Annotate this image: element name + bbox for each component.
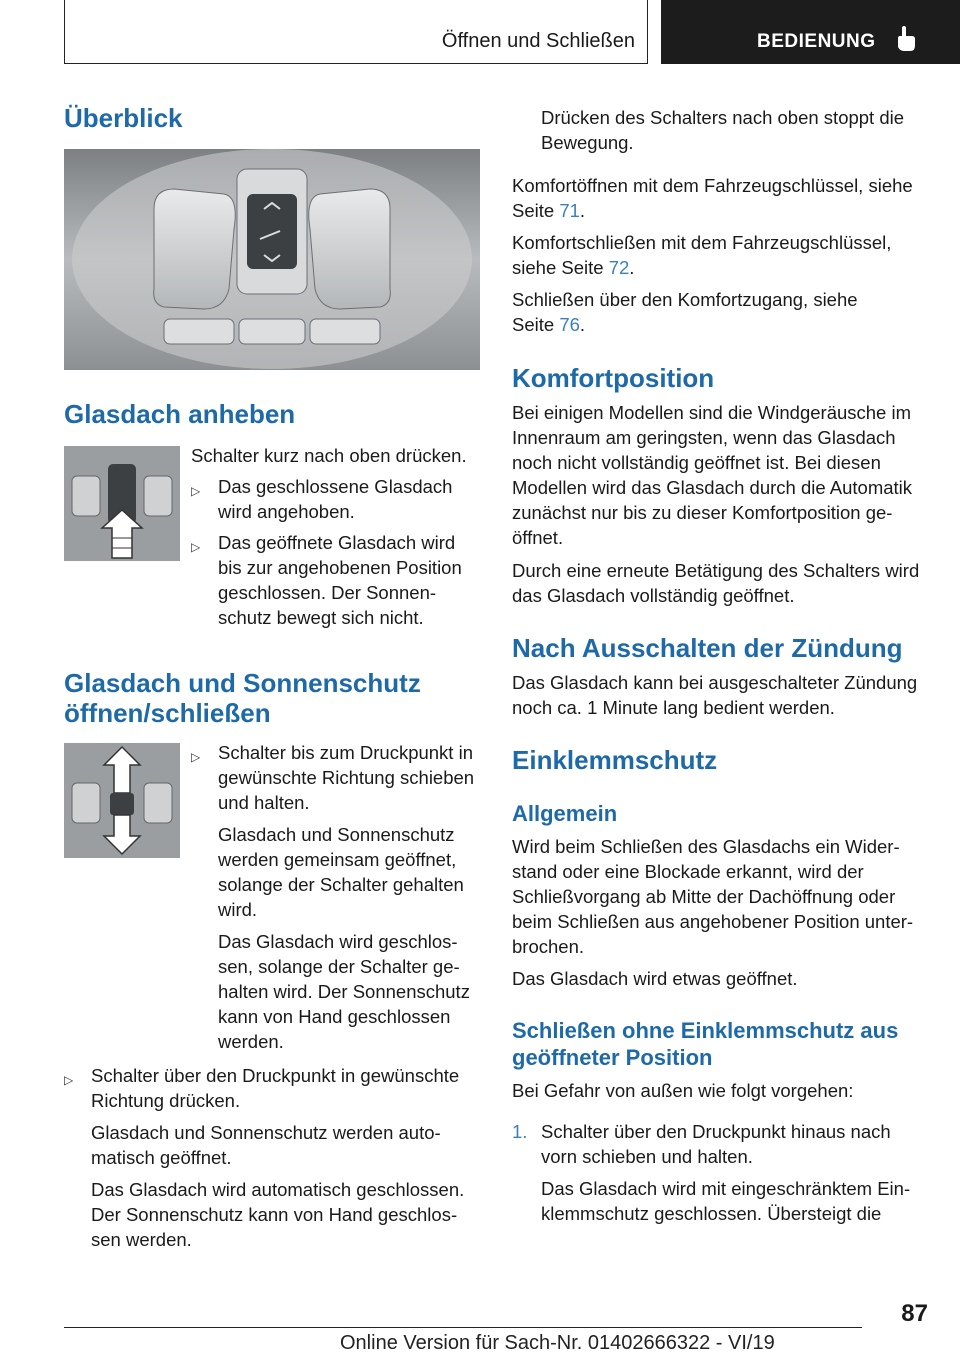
- comfort-close-text: Komfortschließen mit dem Fahrzeugschlüssel, siehe Seite 72.: [512, 232, 892, 278]
- list-item-text: Das Glasdach wird automatisch geschlossen. Der Sonnenschutz kann von Hand geschlos-sen werden.: [91, 1179, 465, 1250]
- list-item-text: Das Glasdach wird mit eingeschränktem Ein-klemmschutz geschlossen. Übersteigt die: [541, 1178, 911, 1224]
- lift-heading: Glasdach anheben: [64, 399, 296, 429]
- list-item-text: Das geöffnete Glasdach wird bis zur angehobenen Position geschlossen. Der Sonnen-schutz bewegt sich nicht.: [218, 532, 462, 628]
- step-number: 1.: [512, 1121, 528, 1142]
- no-pinch-heading: Schließen ohne Einklemmschutz aus geöffneter Position: [512, 1018, 899, 1070]
- page-number: 87: [901, 1300, 928, 1327]
- list-item-text: Glasdach und Sonnenschutz werden auto-matisch geöffnet.: [91, 1122, 441, 1168]
- no-pinch-intro: Bei Gefahr von außen wie folgt vorgehen:: [512, 1080, 854, 1101]
- comfort-position-text-2: Durch eine erneute Betätigung des Schalters wird das Glasdach vollständig geöffnet.: [512, 560, 920, 606]
- list-item: [64, 1063, 482, 1252]
- stop-movement-text: Drücken des Schalters nach oben stoppt die Bewegung.: [541, 107, 905, 153]
- comfort-open-text: Komfortöffnen mit dem Fahrzeugschlüssel, siehe Seite 71.: [512, 175, 913, 221]
- overview-switch-image: [64, 149, 480, 370]
- comfort-position-text: Bei einigen Modellen sind die Windgeräusche im Innenraum am geringsten, wenn das Glasdach noch nicht vollständig geöffnet ist. Bei diesen Modellen wird das Glasdach durch die Automatik zunächst nur bis zu dieser Komfortposition ge-öffnet.: [512, 402, 913, 548]
- section-title: BEDIENUNG: [757, 31, 876, 52]
- list-item-text: Das Glasdach wird geschlos-sen, solange der Schalter ge-halten wird. Der Sonnenschutz kann von Hand geschlossen werden.: [218, 931, 470, 1052]
- ignition-heading: Nach Ausschalten der Zündung: [512, 633, 903, 663]
- page-link[interactable]: 71: [559, 200, 580, 221]
- online-version-text: Online Version für Sach-Nr. 01402666322 - VI/19: [340, 1332, 775, 1354]
- hand-pointer-icon: [895, 26, 917, 52]
- general-heading: Allgemein: [512, 801, 618, 826]
- ignition-text: Das Glasdach kann bei ausgeschalteter Zündung noch ca. 1 Minute lang bedient werden.: [512, 672, 918, 718]
- triangle-bullet-icon: ▷: [191, 540, 201, 554]
- list-item-text: Das geschlossene Glasdach wird angehoben.: [218, 476, 453, 522]
- triangle-bullet-icon: ▷: [191, 484, 201, 498]
- list-item-text: Schalter bis zum Druckpunkt in gewünschte Richtung schieben und halten.: [218, 742, 475, 813]
- page-link[interactable]: 76: [559, 314, 580, 335]
- list-item-text: Glasdach und Sonnenschutz werden gemeinsam geöffnet, solange der Schalter gehalten wird.: [218, 824, 464, 920]
- list-item-text: Schalter über den Druckpunkt in gewünschte Richtung drücken.: [91, 1065, 460, 1111]
- pinch-protection-heading: Einklemmschutz: [512, 745, 718, 775]
- open-close-heading: Glasdach und Sonnenschutz öffnen/schließen: [64, 668, 421, 728]
- lift-switch-image: [64, 446, 180, 561]
- triangle-bullet-icon: ▷: [64, 1073, 74, 1087]
- general-text: Wird beim Schließen des Glasdachs ein Wider-stand oder eine Blockade erkannt, wird der Schließvorgang ab Mitte der Dachöffnung oder beim Schließen aus angehobener Position unter-brochen.: [512, 836, 914, 957]
- list-item-text: Schalter über den Druckpunkt hinaus nach vorn schieben und halten.: [541, 1121, 891, 1167]
- comfort-position-heading: Komfortposition: [512, 363, 715, 393]
- section-tab: [661, 0, 960, 64]
- chapter-title: Öffnen und Schließen: [441, 30, 635, 52]
- list-item: [191, 474, 481, 524]
- overview-heading: Überblick: [64, 103, 183, 133]
- triangle-bullet-icon: ▷: [191, 750, 201, 764]
- list-item: [191, 530, 481, 630]
- header-chapter-frame: [64, 0, 648, 64]
- general-text-2: Das Glasdach wird etwas geöffnet.: [512, 968, 798, 989]
- list-item: [191, 740, 483, 1054]
- page-link[interactable]: 72: [608, 257, 630, 278]
- list-item: [512, 1119, 930, 1226]
- comfort-access-text: Schließen über den Komfortzugang, siehe Seite 76.: [512, 289, 858, 335]
- footer-divider: [64, 1327, 862, 1328]
- open-close-switch-image: [64, 743, 180, 858]
- lift-intro: Schalter kurz nach oben drücken.: [191, 445, 467, 466]
